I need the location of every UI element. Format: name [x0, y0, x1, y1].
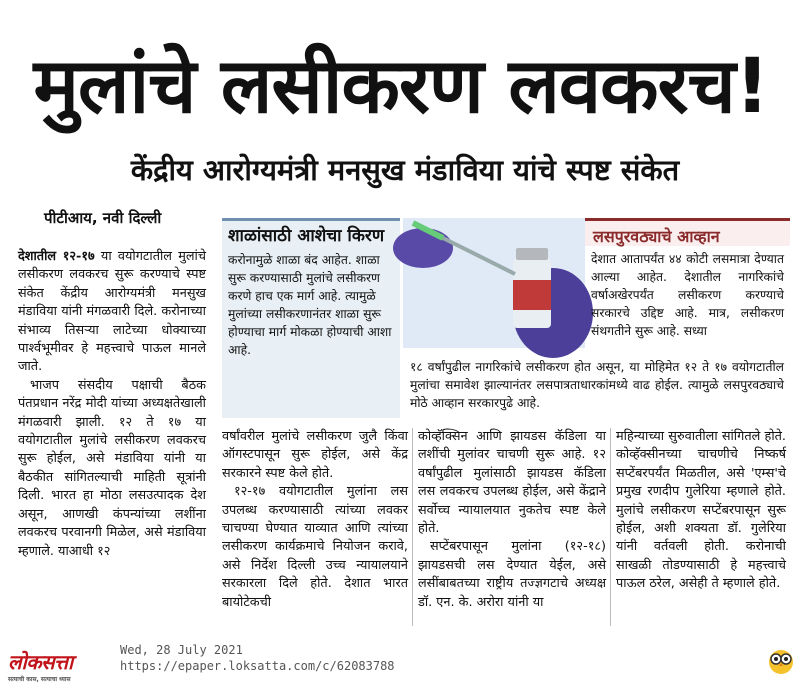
logo-tagline: सत्याची कास, सत्याचा ध्यास — [8, 676, 71, 683]
article-column-1 — [18, 248, 206, 561]
article-para: महिन्याच्या सुरुवातीला सांगितले होते. कोव्हॅक्सीनच्या चाचणीचे निष्कर्ष सप्टेंबरपर्यंत मिळतील, असे 'एम्स'चे प्रमुख रणदीप गुलेरिया म्हणाले होते. मुलांचे लसीकरण सप्टेंबरपासून सुरू होईल, अशी शक्यता डॉ. गुलेरिया यांनी वर्तवली होती. करोनाची साखळी तोडण्यासाठी हे महत्त्वाचे पाऊल ठरेल, असेही ते म्हणाले होते. — [616, 429, 786, 592]
column-divider — [610, 428, 611, 626]
article-column-3 — [418, 428, 606, 612]
article-column-2 — [222, 428, 408, 612]
subheadline: केंद्रीय आरोग्यमंत्री मनसुख मंडाविया यांचे स्पष्ट संकेत — [130, 153, 680, 187]
edition-url[interactable]: https://epaper.loksatta.com/c/62083788 — [120, 659, 395, 673]
column-divider — [412, 428, 413, 626]
headline: मुलांचे लसीकरण लवकरच! — [33, 41, 769, 130]
owl-icon — [766, 645, 796, 675]
article-para: भाजप संसदीय पक्षाची बैठक पंतप्रधान नरेंद्र मोदी यांच्या अध्यक्षतेखाली मंगळवारी झाली. १२ ते १७ या वयोगटातील मुलांचे लसीकरण लवकरच सुरू होईल, असे मंडाविया यांनी या बैठकीत सांगितल्याची माहिती सूत्रांनी दिली. भारत हा मोठा लसउत्पादक देश असून, आणखी कंपन्यांच्या लशींना लवकरच परवानगी मिळेल, असे मंडाविया म्हणाले. याआधी १२ — [18, 377, 206, 559]
article-para: १२-१७ वयोगटातील मुलांना लस उपलब्ध करण्यासाठी त्यांच्या लवकर चाचण्या घेण्यात याव्यात आणि त्यांच्या लसीकरण कार्यक्रमाचे नियोजन करावे, असे निर्देश दिल्ली उच्च न्यायालयाने सरकारला दिले होते. देशात भारत बायोटेकची — [222, 484, 408, 610]
sidebar-box-schools — [222, 218, 400, 418]
vaccine-photo — [403, 218, 585, 348]
article-para: सप्टेंबरपासून मुलांना (१२-१८) झायडसची लस देण्यात येईल, असे लसींबाबतच्या राष्ट्रीय तज्ज्ञगटाचे अध्यक्ष डॉ. एन. के. अरोरा यांनी या — [418, 539, 606, 610]
article-para: वर्षांवरील मुलांचे लसीकरण जुलै किंवा ऑगस्टपासून सुरू होईल, असे केंद्र सरकारने स्पष्ट केले होते. — [222, 429, 408, 481]
box-text: देशात आतापर्यंत ४४ कोटी लसमात्रा देण्यात आल्या आहेत. देशातील नागरिकांचे वर्षाअखेरपर्यंत लसीकरण करण्याचे सरकारचे उद्दिष्ट आहे. मात्र, लसीकरण संथगतीने सुरू आहे. सध्या — [591, 252, 784, 338]
box-title: शाळांसाठी आशेचा किरण — [228, 226, 385, 246]
box-title: लसपुरवठ्याचे आव्हान — [585, 218, 790, 246]
article-para: कोव्हॅक्सिन आणि झायडस कॅडिला या लशींची मुलांवर चाचणी सुरू आहे. १२ वर्षांपुढील मुलांसाठी झायडस कॅडिला लस लवकरच उपलब्ध होईल, असे केंद्राने सर्वोच्च न्यायालयात नुकतेच स्पष्ट केले होते. — [418, 429, 606, 537]
edition-date: Wed, 28 July 2021 — [120, 643, 243, 657]
article-para: या वयोगटातील मुलांचे लसीकरण लवकरच सुरू करण्याचे स्पष्ट संकेत केंद्रीय आरोग्यमंत्री मनसुख मंडाविया यांनी मंगळवारी दिले. करोनाच्या संभाव्य तिसऱ्या लाटेच्या धोक्याच्या पार्श्वभूमीवर हे महत्त्वाचे पाऊल मानले जाते. — [18, 249, 206, 375]
logo-text: लोकसत्ता — [8, 650, 73, 674]
loksatta-logo[interactable] — [8, 648, 73, 683]
box-text: करोनामुळे शाळा बंद आहेत. शाळा सुरू करण्यासाठी मुलांचे लसीकरण करणे हाच एक मार्ग आहे. त्यामुळे मुलांच्या लसीकरणानंतर शाळा सुरू होण्याचा मार्ग मोकळा होण्याची आशा आहे. — [228, 253, 392, 357]
box-text-continued: १८ वर्षांपुढील नागरिकांचे लसीकरण होत असून, या मोहिमेत १२ ते १७ वयोगटातील मुलांचा समावेश झाल्यानंतर लसपात्रताधारकांमध्ये वाढ होईल. त्यामुळे लसपुरवठ्याचे मोठे आव्हान सरकारपुढे आहे. — [410, 360, 784, 410]
article-column-4 — [616, 428, 786, 594]
article-lead: देशातील १२-१७ — [18, 249, 95, 264]
footer — [0, 640, 802, 683]
dateline: पीटीआय, नवी दिल्ली — [44, 209, 162, 227]
